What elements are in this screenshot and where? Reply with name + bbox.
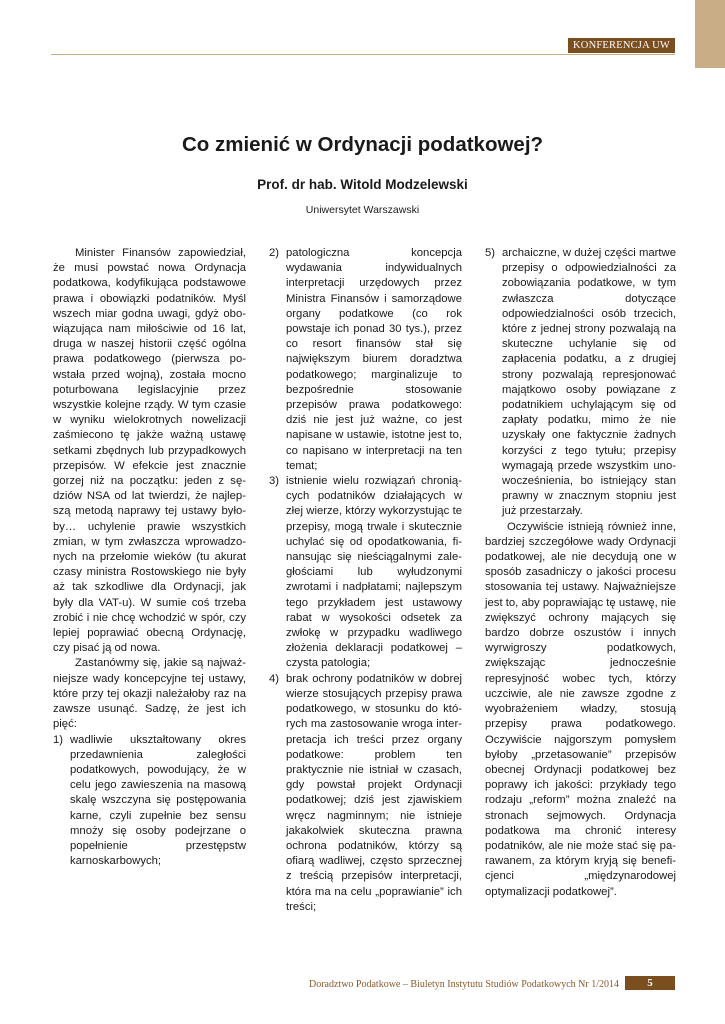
list-number: 1) [53, 733, 64, 746]
list-item [53, 733, 246, 870]
footer-publication: Doradztwo Podatkowe – Biuletyn Instytutu Studiów Podatkowych Nr 1/2014 [309, 979, 619, 990]
list-item [485, 246, 676, 520]
page-edge-tab [695, 0, 725, 68]
list-item-text: archaiczne, w dużej części martwe przepisy o odpowiedzialności za zobowiązania podatkowe, w tym zwłaszcza dotyczące odpowiedzialności osób trzecich, które z jednej strony pozwalają na skuteczne uchylanie się od zapłacenia podatku, a z drugiej strony pozwalają represjonować majątkowo osoby powiązane z podatnikiem uchylającym się od zapłaty podatku, mimo że nie uzyskały one faktycznie żadnych korzyści z tego tytułu; przepisy wymagają przede wszystkim unowocześnienia, bo istniejący stan prawny w znacznym stopniu jest już przestarzały. [502, 247, 676, 518]
author-affiliation: Uniwersytet Warszawski [305, 204, 420, 216]
paragraph: Oczywiście istnieją również inne, bardziej szczegółowe wady Ordynacji podatkowej, ale nie decydują one w sposób zasadniczy o jakości procesu stosowania tej ustawy. Najważniejsze jest to, aby poprawiając tę ustawę, nie zwiększyć ochrony mających się bardzo dobrze oszustów i innych wyrwigroszy podatkowych, zwiększając jednocześnie represyjność wobec tych, którzy uczciwie, ale nie zawsze zgodne z wyobrażeniem władzy, stosują przepisy prawa podatkowego. Oczywiście najgorszym pomysłem byłoby „przetasowanie” przepisów obecnej Ordynacji podatkowej bez poprawy ich jakości: przykłady tego rodzaju „reform” można znaleźć na stronach sejmowych. Ordynacja podatkowa ma chronić interesy podatników, ale nie może stać się parawanem, za którym kryją się beneficjenci „międzynarodowej optymalizacji podatkowej”. [485, 520, 676, 898]
text-column-3 [485, 246, 676, 900]
page-number: 5 [625, 976, 675, 990]
list-number: 3) [269, 475, 280, 488]
list-number: 2) [269, 247, 280, 259]
article-author: Prof. dr hab. Witold Modzelewski [257, 177, 468, 192]
text-column-1 [53, 246, 246, 869]
list-item [269, 474, 462, 672]
article-title: Co zmienić w Ordynacji podatkowej? [181, 133, 544, 156]
list-item-text: patologiczna koncepcja wydawania indywidualnych interpretacji urzędowych przez Ministra Finansów i samorządowe organy podatkowe (co rok powstaje ich ponad 30 tys.), przez co resort finansów stał się największym biurem doradztwa podatkowego; marginalizuje to bezpośrednie stosowanie przepisów prawa podatkowego: dziś nie jest już ważne, co jest napisane w ustawie, istotne jest to, co napisano w interpretacji na ten temat; [286, 247, 462, 472]
list-number: 5) [485, 247, 496, 259]
list-item-text: istnienie wielu rozwiązań chroniących podatników działających w złej wierze, którzy wykorzystując te przepisy, mogą trwale i skutecznie uchylać się od opodatkowania, finansując się nieściągalnymi zaległościami lub wyłudzonymi zwrotami i nadpłatami; najlepszym tego przykładem jest ustawowy rabat w wysokości odsetek za zwłokę w przypadku wadliwego złożenia deklaracji podatkowej – czysta patologia; [286, 475, 462, 670]
list-item [269, 246, 462, 474]
text-column-2 [269, 246, 462, 915]
section-badge: KONFERENCJA UW [568, 38, 675, 53]
header-rule [51, 54, 675, 55]
paragraph: Minister Finansów zapowiedział, że musi powstać nowa Ordynacja podatkowa, kodyfikująca podstawowe prawa i obowiązki podatników. Myśl wszech miar godna uwagi, gdyż obowiązująca nam miłościwie od 16 lat, druga w naszej historii część ogólna prawa podatkowego (pierwsza powstała przed wojną), została mocno poturbowana legislacyjnie przez wszystkie kolejne rządy. W tym czasie w wyniku wielokrotnych nowelizacji zaśmiecono tę jakże ważną ustawę setkami zbędnych lub przypadkowych przepisów. W efekcie jest znacznie gorzej niż na początku: jeden z sędziów NSA od lat twierdzi, że najlepszą metodą naprawy tej ustawy byłoby… uchylenie prawie wszystkich zmian, w tym zwłaszcza wprowadzonych na przełomie wieków (tu akurat czasy ministra Rostowskiego nie były aż tak szkodliwe dla Ordynacji, jak były dla VAT-u). W sumie coś trzeba zrobić i nie chcę wchodzić w spór, czy lepiej poprawiać obecną Ordynację, czy pisać ją od nowa. [53, 247, 246, 655]
list-item [269, 672, 462, 915]
paragraph: Zastanówmy się, jakie są najważniejsze wady koncepcyjne tej ustawy, które przy tej okazji należałoby raz na zawsze usunąć. Sadzę, że jest ich pięć: [53, 657, 246, 731]
list-item-text: wadliwie ukształtowany okres przedawnienia zaległości podatkowych, powodujący, że w celu jego zawieszenia na masową skalę wszczyna się postępowania karne, czyli zupełnie bez sensu mnoży się osoby podejrzane o popełnienie przestępstw karnoskarbowych; [70, 733, 246, 868]
list-item-text: brak ochrony podatników w dobrej wierze stosujących przepisy prawa podatkowego, w stosunku do których ma zastosowanie wroga interpretacja ich treści przez organy podatkowe: problem ten praktycznie nie istniał w czasach, gdy powstał projekt Ordynacji podatkowej; dziś jest zjawiskiem wręcz nagminnym; nie istnieje jakakolwiek skuteczna prawna ochrona podatników, którzy są ofiarą wadliwej, często sprzecznej z treścią przepisów interpretacji, która ma na celu „poprawianie” ich treści; [286, 672, 462, 913]
list-number: 4) [269, 672, 280, 685]
